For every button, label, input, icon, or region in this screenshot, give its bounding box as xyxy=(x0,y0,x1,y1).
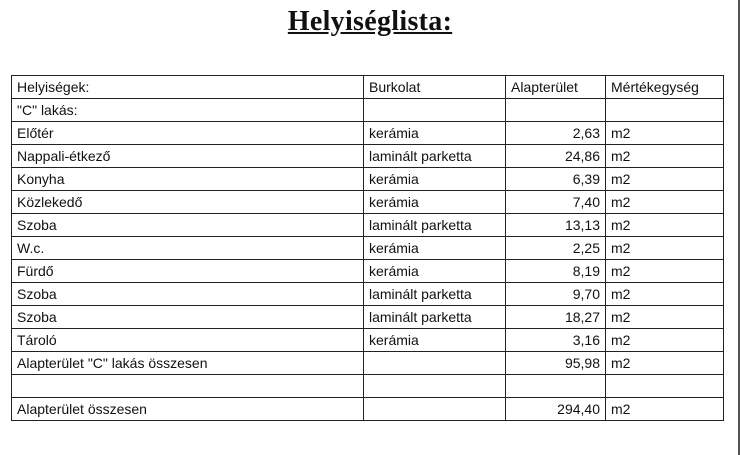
total-area: 294,40 xyxy=(506,397,606,420)
room-flooring: laminált parketta xyxy=(364,214,506,237)
total-row xyxy=(12,397,724,420)
header-flooring: Burkolat xyxy=(364,76,506,99)
room-flooring: kerámia xyxy=(364,237,506,260)
subtotal-unit: m2 xyxy=(606,352,724,375)
section-empty-cell xyxy=(606,99,724,122)
room-flooring: laminált parketta xyxy=(364,145,506,168)
total-empty-cell xyxy=(364,397,506,420)
spacer-cell xyxy=(364,375,506,398)
spacer-cell xyxy=(606,375,724,398)
header-area: Alapterület xyxy=(506,76,606,99)
room-area: 9,70 xyxy=(506,283,606,306)
section-row xyxy=(12,99,724,122)
room-flooring: kerámia xyxy=(364,329,506,352)
room-name: Szoba xyxy=(12,306,364,329)
header-unit: Mértékegység xyxy=(606,76,724,99)
room-unit: m2 xyxy=(606,191,724,214)
section-label: "C" lakás: xyxy=(12,99,364,122)
spacer-cell xyxy=(12,375,364,398)
room-name: Szoba xyxy=(12,214,364,237)
room-area: 18,27 xyxy=(506,306,606,329)
room-unit: m2 xyxy=(606,168,724,191)
page-title: Helyiséglista: xyxy=(287,6,453,37)
total-label: Alapterület összesen xyxy=(12,397,364,420)
spacer-row xyxy=(12,375,724,398)
room-name: Nappali-étkező xyxy=(12,145,364,168)
room-flooring: kerámia xyxy=(364,260,506,283)
table-row xyxy=(12,329,724,352)
table-row xyxy=(12,191,724,214)
room-flooring: laminált parketta xyxy=(364,283,506,306)
room-area: 2,63 xyxy=(506,122,606,145)
room-name: W.c. xyxy=(12,237,364,260)
room-name: Közlekedő xyxy=(12,191,364,214)
room-unit: m2 xyxy=(606,329,724,352)
room-unit: m2 xyxy=(606,237,724,260)
room-name: Szoba xyxy=(12,283,364,306)
room-unit: m2 xyxy=(606,214,724,237)
room-area: 8,19 xyxy=(506,260,606,283)
room-area: 13,13 xyxy=(506,214,606,237)
room-unit: m2 xyxy=(606,145,724,168)
table-row xyxy=(12,168,724,191)
room-name: Tároló xyxy=(12,329,364,352)
table-row xyxy=(12,283,724,306)
room-name: Fürdő xyxy=(12,260,364,283)
table-row xyxy=(12,145,724,168)
header-rooms: Helyiségek: xyxy=(12,76,364,99)
total-unit: m2 xyxy=(606,397,724,420)
subtotal-row xyxy=(12,352,724,375)
room-flooring: kerámia xyxy=(364,122,506,145)
room-area: 3,16 xyxy=(506,329,606,352)
spacer-cell xyxy=(506,375,606,398)
table-row xyxy=(12,122,724,145)
subtotal-area: 95,98 xyxy=(506,352,606,375)
room-area: 6,39 xyxy=(506,168,606,191)
room-unit: m2 xyxy=(606,260,724,283)
table-row xyxy=(12,260,724,283)
table-row xyxy=(12,237,724,260)
room-unit: m2 xyxy=(606,283,724,306)
room-flooring: kerámia xyxy=(364,191,506,214)
room-area: 2,25 xyxy=(506,237,606,260)
room-list-table xyxy=(11,75,724,421)
room-unit: m2 xyxy=(606,122,724,145)
section-empty-cell xyxy=(506,99,606,122)
room-flooring: kerámia xyxy=(364,168,506,191)
room-unit: m2 xyxy=(606,306,724,329)
subtotal-label: Alapterület "C" lakás összesen xyxy=(12,352,364,375)
room-name: Előtér xyxy=(12,122,364,145)
table-row xyxy=(12,306,724,329)
table-header-row xyxy=(12,76,724,99)
room-flooring: laminált parketta xyxy=(364,306,506,329)
room-name: Konyha xyxy=(12,168,364,191)
room-area: 7,40 xyxy=(506,191,606,214)
room-area: 24,86 xyxy=(506,145,606,168)
subtotal-empty-cell xyxy=(364,352,506,375)
table-row xyxy=(12,214,724,237)
section-empty-cell xyxy=(364,99,506,122)
